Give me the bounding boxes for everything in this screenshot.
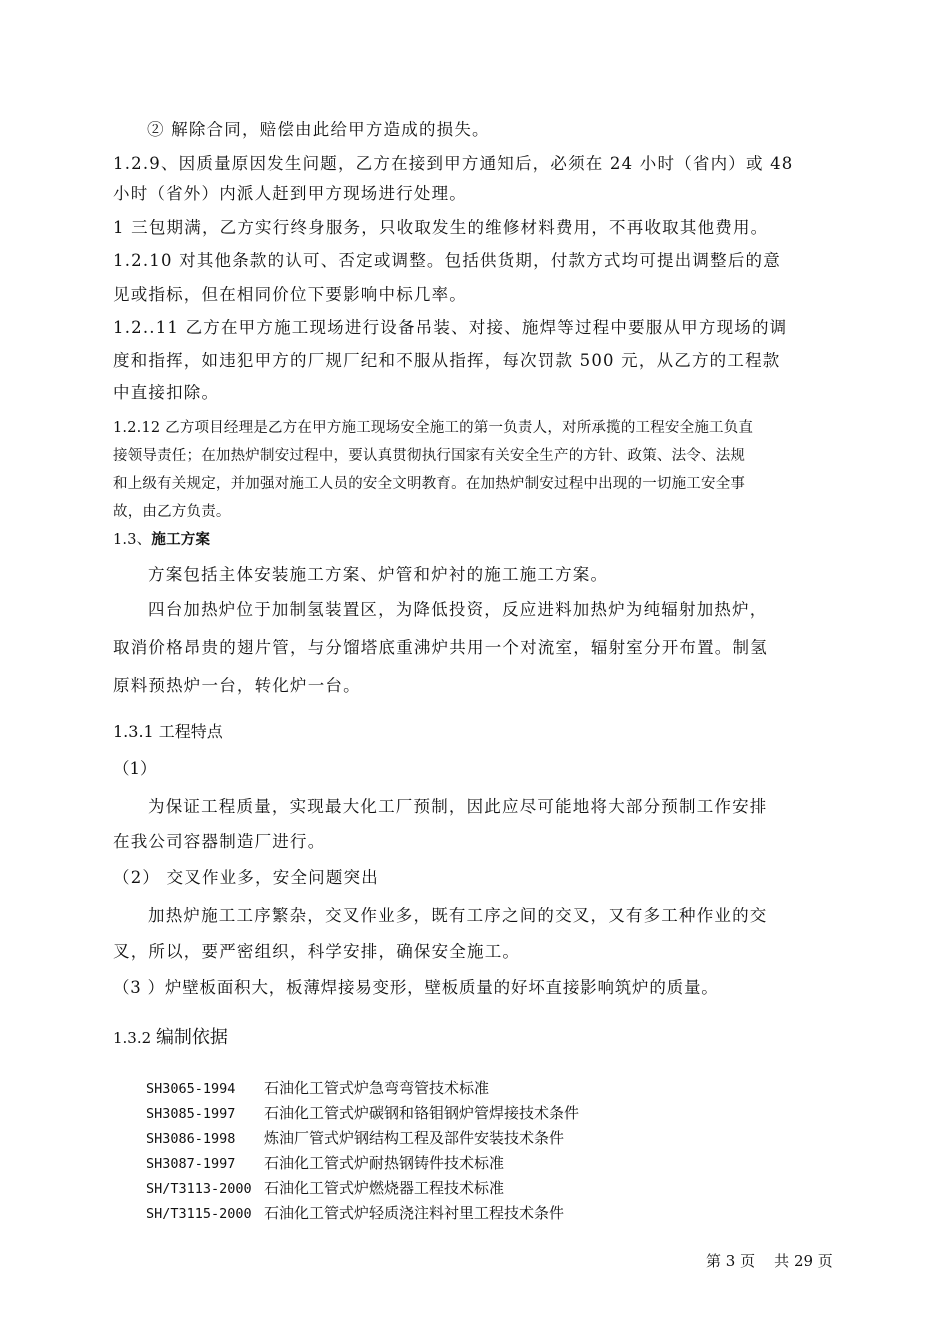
standard-code: SH3065-1994 [146, 1081, 236, 1097]
paragraph-plan-intro: 方案包括主体安装施工方案、炉管和炉衬的施工施工方案。 [148, 565, 609, 584]
subsection-heading-1-3-2-number: 1.3.2 [113, 1029, 156, 1047]
standard-title: 石油化工管式炉轻质浇注料衬里工程技术条件 [264, 1204, 565, 1222]
clause-1-2-9-line1: 1.2.9、因质量原因发生问题，乙方在接到甲方通知后，必须在 24 小时（省内）或 48 [113, 154, 794, 173]
standard-title: 石油化工管式炉急弯弯管技术标准 [264, 1079, 490, 1097]
paragraph-furnace-line2: 取消价格昂贵的翅片管，与分馏塔底重沸炉共用一个对流室，辐射室分开布置。制氢 [113, 638, 768, 657]
standard-title: 石油化工管式炉耐热钢铸件技术标准 [264, 1154, 505, 1172]
item-1-label: （1） [113, 759, 157, 778]
subsection-heading-1-3-2 [113, 1028, 228, 1048]
subsection-heading-1-3-1: 1.3.1 工程特点 [113, 722, 223, 741]
paragraph-terminate-contract: ② 解除合同，赔偿由此给甲方造成的损失。 [147, 120, 490, 139]
standard-row [146, 1203, 564, 1224]
clause-warranty: 1 三包期满，乙方实行终身服务，只收取发生的维修材料费用，不再收取其他费用。 [113, 218, 769, 237]
paragraph-furnace-line1: 四台加热炉位于加制氢装置区，为降低投资，反应进料加热炉为纯辐射加热炉， [148, 600, 768, 619]
standard-title: 石油化工管式炉碳钢和铬钼钢炉管焊接技术条件 [264, 1104, 580, 1122]
standard-row [146, 1128, 564, 1149]
standard-code: SH3087-1997 [146, 1156, 236, 1172]
item-1-text-line1: 为保证工程质量，实现最大化工厂预制，因此应尽可能地将大部分预制工作安排 [148, 797, 768, 816]
clause-1-2-11-line1: 1.2..11 乙方在甲方施工现场进行设备吊装、对接、施焊等过程中要服从甲方现场的调 [113, 318, 788, 337]
section-heading-1-3 [113, 530, 210, 550]
clause-1-2-12-line2: 接领导责任；在加热炉制安过程中，要认真贯彻执行国家有关安全生产的方针、政策、法令、法规 [113, 448, 746, 464]
item-3-text: （3 ）炉壁板面积大，板薄焊接易变形，壁板质量的好坏直接影响筑炉的质量。 [113, 978, 719, 997]
standard-row [146, 1178, 504, 1199]
clause-1-2-12-line1: 1.2.12 乙方项目经理是乙方在甲方施工现场安全施工的第一负责人，对所承揽的工程安全施工负直 [113, 420, 754, 436]
clause-1-2-10-line2: 见或指标，但在相同价位下要影响中标几率。 [113, 285, 467, 304]
standard-title: 炼油厂管式炉钢结构工程及部件安装技术条件 [264, 1129, 565, 1147]
standard-title: 石油化工管式炉燃烧器工程技术标准 [264, 1179, 505, 1197]
page-number: 第 3 页 [706, 1252, 756, 1270]
clause-1-2-10-line1: 1.2.10 对其他条款的认可、否定或调整。包括供货期，付款方式均可提出调整后的意 [113, 251, 781, 270]
standard-row [146, 1103, 579, 1124]
section-heading-1-3-number: 1.3、 [113, 532, 152, 548]
item-2-text-line1: 加热炉施工工序繁杂，交叉作业多，既有工序之间的交叉，又有多工种作业的交 [148, 906, 768, 925]
page-footer [706, 1250, 833, 1271]
clause-1-2-12-line3: 和上级有关规定，并加强对施工人员的安全文明教育。在加热炉制安过程中出现的一切施工安全事 [113, 476, 746, 492]
standard-code: SH/T3115-2000 [146, 1206, 252, 1222]
paragraph-furnace-line3: 原料预热炉一台，转化炉一台。 [113, 676, 361, 695]
subsection-heading-1-3-2-title: 编制依据 [155, 1027, 228, 1048]
standard-row [146, 1153, 504, 1174]
standard-code: SH3086-1998 [146, 1131, 236, 1147]
clause-1-2-11-line2: 度和指挥，如违犯甲方的厂规厂纪和不服从指挥，每次罚款 500 元，从乙方的工程款 [113, 351, 781, 370]
clause-1-2-9-line2: 小时（省外）内派人赶到甲方现场进行处理。 [113, 184, 467, 203]
standard-row [146, 1078, 489, 1099]
clause-1-2-11-line3: 中直接扣除。 [113, 383, 220, 402]
clause-1-2-12-line4: 故，由乙方负责。 [113, 504, 231, 520]
total-pages: 共 29 页 [774, 1252, 833, 1270]
item-1-text-line2: 在我公司容器制造厂进行。 [113, 832, 326, 851]
section-heading-1-3-title: 施工方案 [151, 531, 211, 548]
standard-code: SH3085-1997 [146, 1106, 236, 1122]
item-2-text-line2: 叉，所以，要严密组织，科学安排，确保安全施工。 [113, 942, 521, 961]
standard-code: SH/T3113-2000 [146, 1181, 252, 1197]
item-2-heading: （2） 交叉作业多，安全问题突出 [113, 868, 379, 887]
